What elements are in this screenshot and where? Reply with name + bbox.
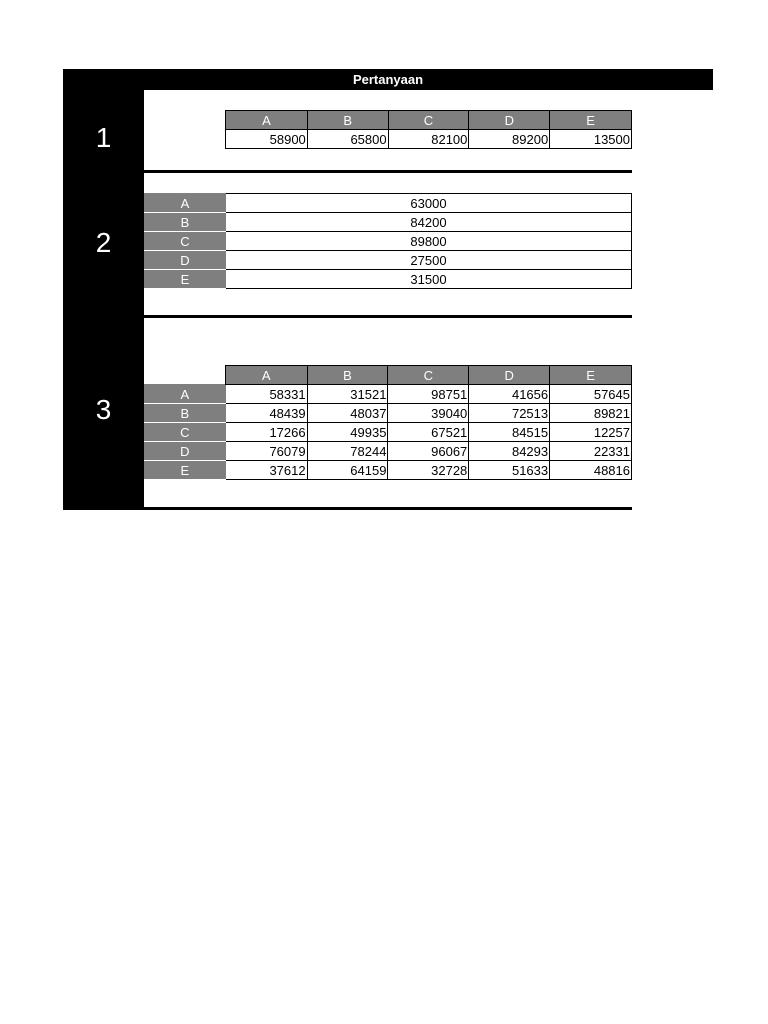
table-cell[interactable]: 84200 — [226, 213, 632, 232]
row-header: A — [145, 194, 226, 213]
column-header: E — [550, 111, 632, 130]
row-header: E — [145, 461, 226, 480]
corner-cell — [145, 366, 226, 385]
table-cell[interactable]: 48439 — [225, 404, 307, 423]
section-2-table — [144, 193, 632, 289]
table-cell[interactable]: 63000 — [226, 194, 632, 213]
table-cell[interactable]: 67521 — [388, 423, 469, 442]
section-1-table — [225, 110, 632, 149]
row-header: B — [145, 213, 226, 232]
table-row — [145, 232, 632, 251]
row-header: E — [145, 270, 226, 289]
table-cell[interactable]: 89800 — [226, 232, 632, 251]
table-cell[interactable]: 64159 — [307, 461, 388, 480]
table-cell[interactable]: 27500 — [226, 251, 632, 270]
table-cell[interactable]: 22331 — [550, 442, 632, 461]
section-2-number: 2 — [95, 227, 112, 258]
table-cell[interactable]: 98751 — [388, 385, 469, 404]
table-cell[interactable]: 58900 — [226, 130, 308, 149]
table-row — [145, 270, 632, 289]
table-cell[interactable]: 48816 — [550, 461, 632, 480]
column-header: A — [225, 366, 307, 385]
section-divider — [144, 315, 632, 318]
row-header: D — [145, 442, 226, 461]
table-row — [145, 251, 632, 270]
table-cell[interactable]: 49935 — [307, 423, 388, 442]
table-cell[interactable]: 31521 — [307, 385, 388, 404]
table-cell[interactable]: 89821 — [550, 404, 632, 423]
table-cell[interactable]: 48037 — [307, 404, 388, 423]
table-cell[interactable]: 37612 — [225, 461, 307, 480]
table-header-row — [226, 111, 632, 130]
column-header: D — [469, 366, 550, 385]
table-header-row — [145, 366, 632, 385]
table-row — [145, 461, 632, 480]
column-header: E — [550, 366, 632, 385]
section-divider — [144, 507, 632, 510]
table-cell[interactable]: 58331 — [225, 385, 307, 404]
table-cell[interactable]: 76079 — [225, 442, 307, 461]
table-cell[interactable]: 89200 — [469, 130, 550, 149]
table-cell[interactable]: 65800 — [307, 130, 388, 149]
column-header: A — [226, 111, 308, 130]
table-cell[interactable]: 82100 — [388, 130, 469, 149]
table-row — [145, 442, 632, 461]
table-row — [145, 194, 632, 213]
table-cell[interactable]: 41656 — [469, 385, 550, 404]
column-header: B — [307, 366, 388, 385]
table-cell[interactable]: 84515 — [469, 423, 550, 442]
row-header: B — [145, 404, 226, 423]
table-row — [226, 130, 632, 149]
table-row — [145, 404, 632, 423]
row-header: C — [145, 423, 226, 442]
table-cell[interactable]: 39040 — [388, 404, 469, 423]
table-cell[interactable]: 72513 — [469, 404, 550, 423]
row-header: A — [145, 385, 226, 404]
table-cell[interactable]: 12257 — [550, 423, 632, 442]
section-3-table — [144, 365, 632, 480]
page-title: Pertanyaan — [63, 69, 713, 90]
row-header: C — [145, 232, 226, 251]
table-row — [145, 385, 632, 404]
table-cell[interactable]: 32728 — [388, 461, 469, 480]
section-3-number: 3 — [95, 394, 112, 425]
table-cell[interactable]: 96067 — [388, 442, 469, 461]
table-cell[interactable]: 51633 — [469, 461, 550, 480]
table-cell[interactable]: 57645 — [550, 385, 632, 404]
column-header: C — [388, 111, 469, 130]
table-cell[interactable]: 84293 — [469, 442, 550, 461]
table-cell[interactable]: 78244 — [307, 442, 388, 461]
section-1-number: 1 — [95, 122, 112, 153]
column-header: B — [307, 111, 388, 130]
column-header: D — [469, 111, 550, 130]
table-cell[interactable]: 31500 — [226, 270, 632, 289]
table-row — [145, 213, 632, 232]
table-cell[interactable]: 13500 — [550, 130, 632, 149]
table-cell[interactable]: 17266 — [225, 423, 307, 442]
row-header: D — [145, 251, 226, 270]
table-row — [145, 423, 632, 442]
column-header: C — [388, 366, 469, 385]
section-divider — [144, 170, 632, 173]
